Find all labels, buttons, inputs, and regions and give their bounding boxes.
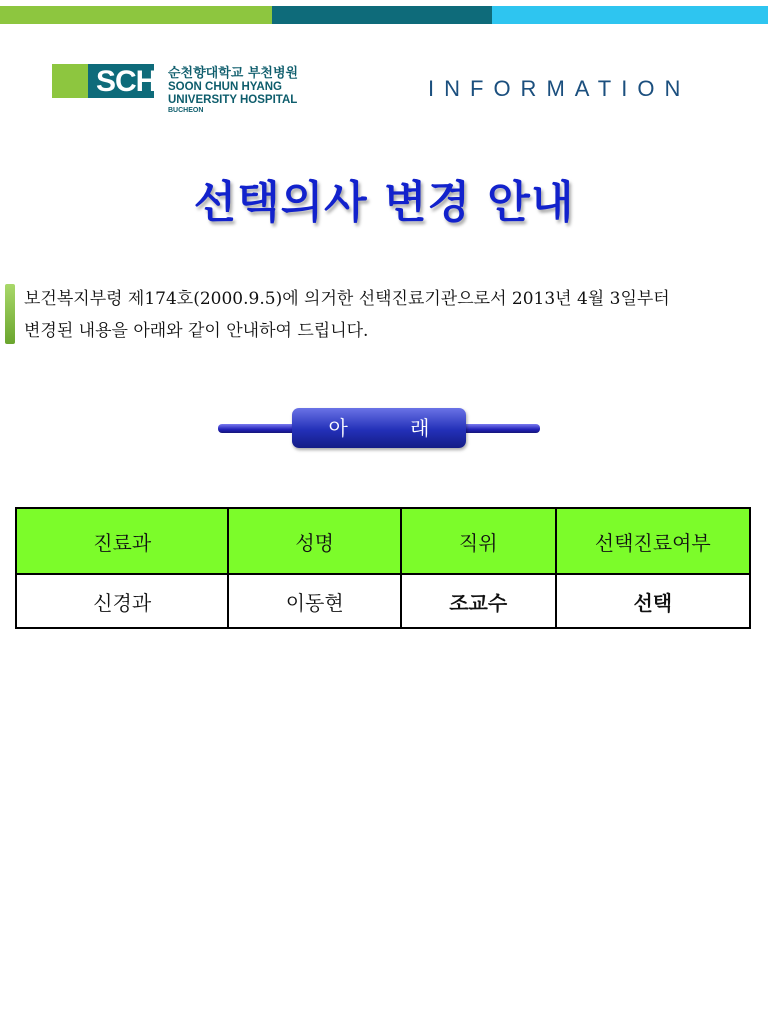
top-color-bar [0, 6, 768, 24]
below-banner [218, 408, 540, 450]
table-row [16, 574, 750, 628]
top-bar-cyan-segment [492, 6, 768, 24]
cell-position: 조교수 [401, 574, 556, 628]
below-label: 아 래 [292, 408, 466, 448]
notice-line-1: 보건복지부령 제174호(2000.9.5)에 의거한 선택진료기관으로서 2013년 4월 3일부터 [24, 289, 670, 309]
section-label: INFORMATION [428, 76, 691, 101]
header-selection: 선택진료여부 [556, 508, 750, 574]
hospital-location: BUCHEON [168, 107, 204, 114]
hospital-name-korean: 순천향대학교 부천병원 [168, 66, 299, 81]
cell-selection: 선택 [556, 574, 750, 628]
page-title: 선택의사 변경 안내 [193, 177, 575, 228]
hospital-name-english-line1: SOON CHUN HYANG [168, 81, 282, 93]
cell-name: 이동현 [228, 574, 401, 628]
notice-paragraph [24, 283, 764, 347]
header-name: 성명 [228, 508, 401, 574]
banner-rail-right [460, 424, 540, 433]
banner-rail-left [218, 424, 298, 433]
hospital-name-english-line2: UNIVERSITY HOSPITAL [168, 94, 298, 106]
doctor-table [15, 507, 751, 629]
paragraph-accent-bar [5, 284, 15, 344]
header-department: 진료과 [16, 508, 228, 574]
cell-department: 신경과 [16, 574, 228, 628]
table-header-row [16, 508, 750, 574]
top-bar-teal-segment [272, 6, 492, 24]
logo-mark [52, 64, 157, 98]
hospital-logo [52, 62, 342, 118]
header-position: 직위 [401, 508, 556, 574]
notice-line-2: 변경된 내용을 아래와 같이 안내하여 드립니다. [24, 321, 369, 341]
logo-mark-text: SCH [96, 65, 157, 98]
top-bar-green-segment [0, 6, 272, 24]
